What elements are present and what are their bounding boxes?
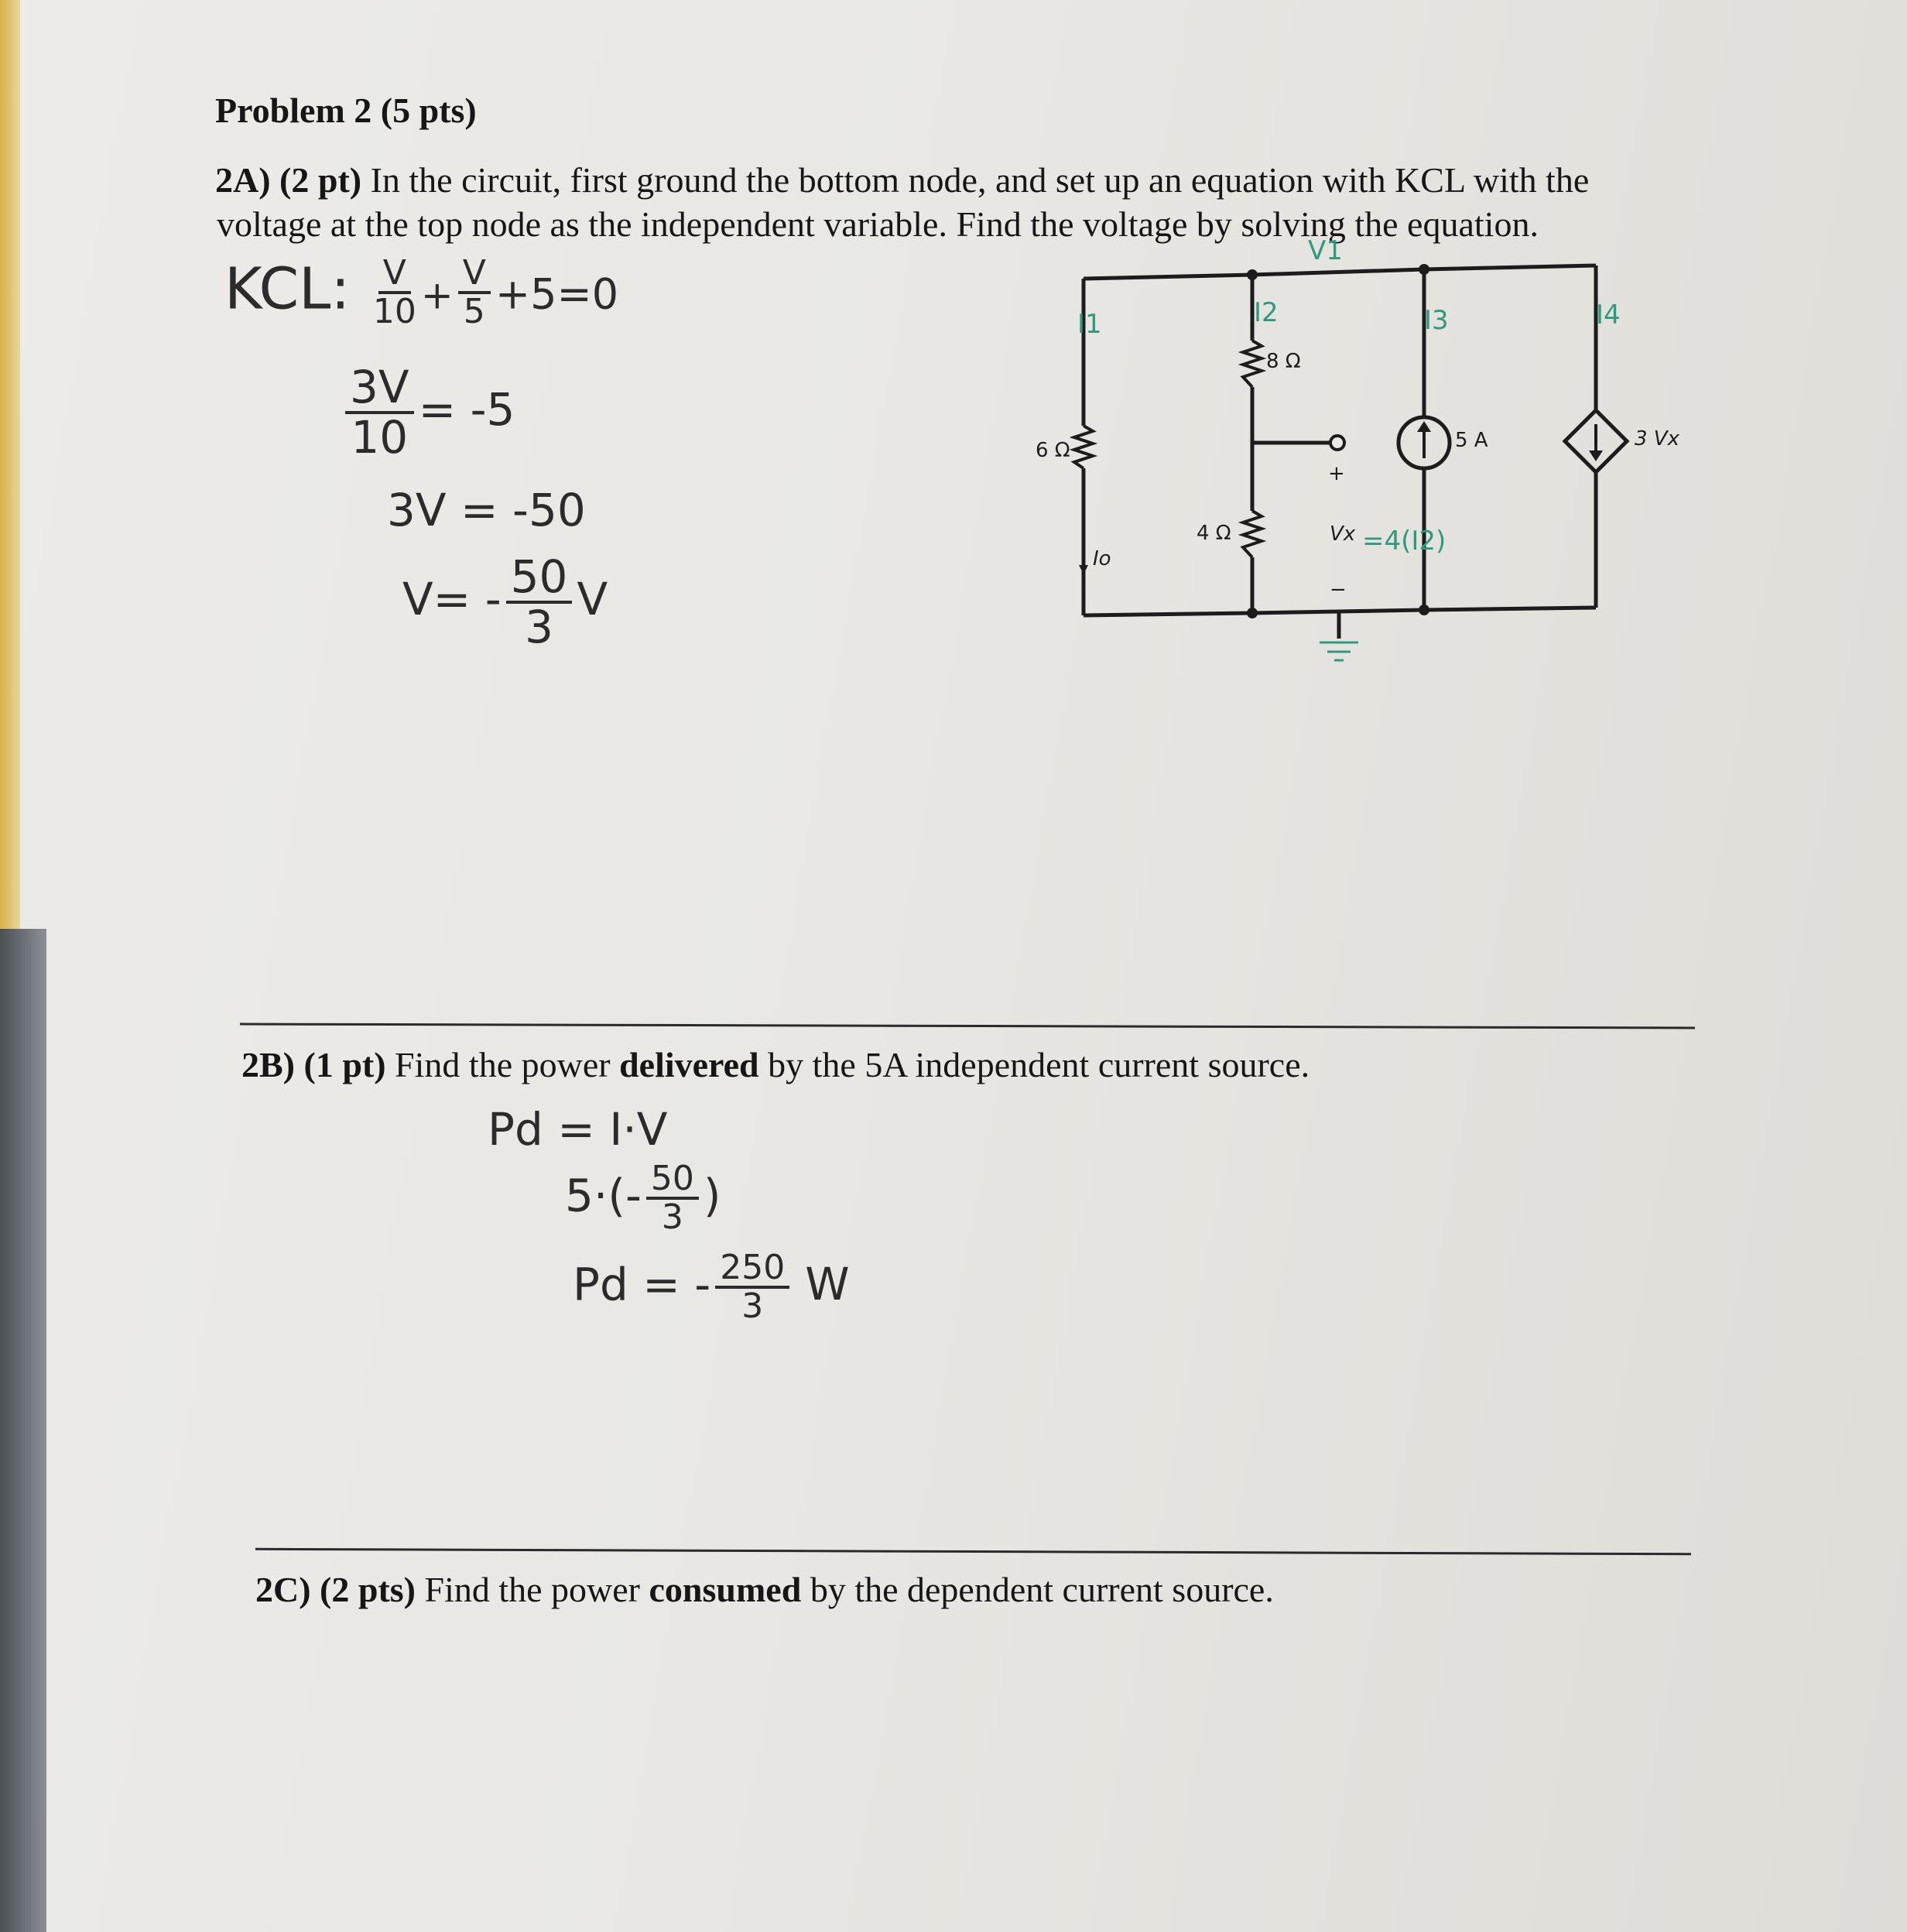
label-vx: Vx [1330, 522, 1356, 546]
part-b-label: 2B) (1 pt) [241, 1045, 386, 1084]
label-plus: + [1328, 462, 1345, 485]
label-3vx: 3 Vx [1635, 427, 1679, 450]
green-ground-icon [1320, 642, 1358, 660]
green-vx-expression: =4(I2) [1362, 526, 1447, 557]
frac-50-3-b: $\frac{50}{3}$ [646, 1161, 699, 1235]
problem-title: Problem 2 (5 pts) [215, 91, 477, 130]
frac-50-3: $\frac{50}{3}$ [506, 553, 573, 651]
power-result: Pd = - $\frac{250}{3}$ W [573, 1248, 850, 1327]
label-5a: 5 A [1455, 429, 1488, 452]
label-6-ohm: 6 Ω [1036, 439, 1070, 462]
kcl-equation: KCL: $\frac{V}{10}$ + $\frac{V}{5}$ +5=0 [224, 253, 619, 332]
resistor-4-ohm [1243, 511, 1262, 557]
green-i2: I2 [1254, 297, 1279, 328]
equation-step-1: $\frac{3V}{10}$ = -5 [341, 364, 515, 461]
equation-step-2: 3V = -50 [387, 484, 586, 536]
frac-3v-10: $\frac{3V}{10}$ [345, 364, 414, 461]
part-a-text-1: In the circuit, first ground the bottom node, and set up an equation with KCL with the [361, 160, 1590, 200]
terminal-open-circle [1330, 436, 1344, 450]
label-4-ohm: 4 Ω [1197, 522, 1231, 545]
part-c-line: 2C) (2 pts) Find the power consumed by the dependent current source. [255, 1570, 1274, 1609]
current-source-5a [1399, 417, 1450, 468]
part-a-label: 2A) (2 pt) [215, 160, 362, 200]
part-b-line: 2B) (1 pt) Find the power delivered by the 5A independent current source. [241, 1045, 1310, 1084]
part-a-line2: voltage at the top node as the independent variable. Find the voltage by solving the equation. [217, 204, 1539, 244]
background-fabric [0, 929, 46, 1932]
resistor-6-ohm [1074, 426, 1093, 468]
green-i3: I3 [1424, 305, 1449, 336]
resistor-8-ohm [1243, 341, 1262, 387]
part-a-line1 [215, 159, 1589, 201]
green-i1: I1 [1077, 309, 1102, 340]
frac-250-3: $\frac{250}{3}$ [715, 1250, 789, 1324]
label-8-ohm: 8 Ω [1266, 350, 1301, 373]
power-formula: Pd = I·V [488, 1103, 668, 1156]
background-edge [0, 0, 20, 1006]
green-v1: V1 [1308, 235, 1343, 266]
green-i4: I4 [1596, 300, 1621, 331]
dependent-current-source [1565, 410, 1627, 472]
power-substitution: 5·(- $\frac{50}{3}$ ) [565, 1159, 721, 1238]
io-arrow-icon [1079, 565, 1088, 574]
part-b-bold: delivered [619, 1045, 759, 1084]
frac-v-10: $\frac{V}{10}$ [372, 253, 416, 332]
part-c-bold: consumed [649, 1570, 802, 1609]
resistor-symbols [1074, 341, 1262, 557]
label-io: Io [1093, 547, 1111, 570]
equation-result: V= - $\frac{50}{3}$ V [402, 550, 608, 653]
part-c-label: 2C) (2 pts) [255, 1570, 416, 1609]
circuit-diagram [1006, 232, 1765, 666]
kcl-label: KCL: [224, 255, 351, 323]
frac-v-5: $\frac{V}{5}$ [458, 255, 491, 330]
label-minus: − [1330, 578, 1347, 601]
